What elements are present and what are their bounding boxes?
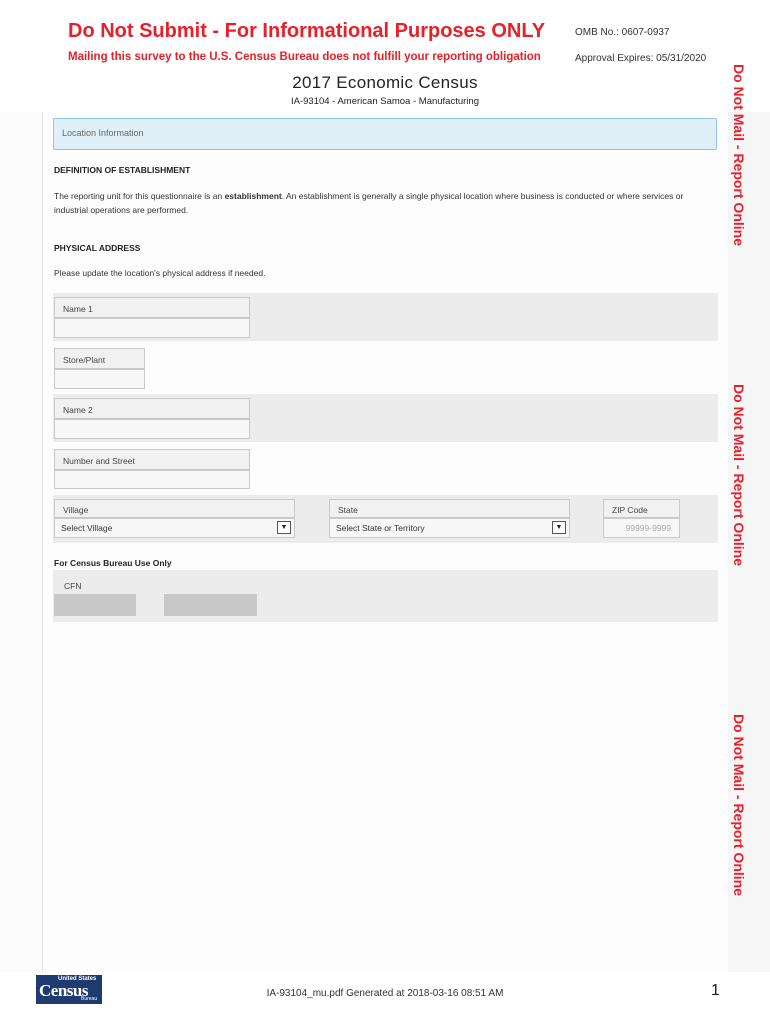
section-label: Location Information	[62, 128, 144, 138]
store-plant-label: Store/Plant	[54, 348, 145, 369]
zip-input[interactable]: 99999-9999	[603, 518, 680, 538]
village-label: Village	[54, 499, 295, 518]
state-select-value: Select State or Territory	[336, 523, 425, 533]
logo-bottom-text: Bureau	[81, 996, 98, 1002]
name2-input[interactable]	[54, 419, 250, 439]
physical-address-heading: PHYSICAL ADDRESS	[54, 243, 141, 253]
number-street-input[interactable]	[54, 470, 250, 489]
chevron-down-icon[interactable]: ▼	[552, 521, 566, 534]
zip-label: ZIP Code	[603, 499, 680, 518]
number-street-label: Number and Street	[54, 449, 250, 470]
definition-text-bold: establishment	[224, 191, 282, 201]
definition-heading: DEFINITION OF ESTABLISHMENT	[54, 165, 191, 175]
definition-text-start: The reporting unit for this questionnaire is an	[54, 191, 225, 201]
chevron-down-icon[interactable]: ▼	[277, 521, 291, 534]
omb-number: OMB No.: 0607-0937	[575, 27, 670, 38]
village-select[interactable]	[54, 518, 295, 538]
form-identifier: IA-93104 - American Samoa - Manufacturing	[291, 96, 479, 107]
page-number: 1	[711, 982, 720, 999]
banner-subtitle: Mailing this survey to the U.S. Census Bureau does not fulfill your reporting obligation	[68, 51, 541, 63]
logo-main-text: Census	[39, 981, 88, 1000]
definition-text	[54, 189, 718, 217]
left-margin	[0, 112, 42, 972]
footer-generated: IA-93104_mu.pdf Generated at 2018-03-16 08:51 AM	[266, 988, 504, 999]
side-notice-top: Do Not Mail - Report Online	[731, 64, 747, 246]
cfn-field-2	[164, 594, 257, 616]
state-select[interactable]	[329, 518, 570, 538]
section-header-location	[53, 118, 717, 150]
side-notice-bottom: Do Not Mail - Report Online	[731, 714, 747, 896]
logo-top-text: United States	[58, 976, 97, 982]
village-select-value: Select Village	[61, 523, 113, 533]
cfn-label: CFN	[64, 581, 82, 591]
census-use-row	[53, 570, 718, 622]
side-notice-middle: Do Not Mail - Report Online	[731, 384, 747, 566]
store-plant-input[interactable]	[54, 369, 145, 389]
census-use-heading: For Census Bureau Use Only	[54, 558, 172, 568]
address-instructions: Please update the location's physical address if needed.	[54, 268, 266, 278]
page-title: 2017 Economic Census	[292, 73, 478, 92]
name1-input[interactable]	[54, 318, 250, 338]
name2-label: Name 2	[54, 398, 250, 419]
approval-expiration: Approval Expires: 05/31/2020	[575, 53, 707, 64]
name1-label: Name 1	[54, 297, 250, 318]
banner-title: Do Not Submit - For Informational Purposes ONLY	[68, 20, 546, 42]
definition-text-end: . An establishment is generally a single physical location where business is conducted or where services or industrial operations are performed.	[54, 191, 684, 215]
cfn-field-1	[54, 594, 136, 616]
state-label: State	[329, 499, 570, 518]
